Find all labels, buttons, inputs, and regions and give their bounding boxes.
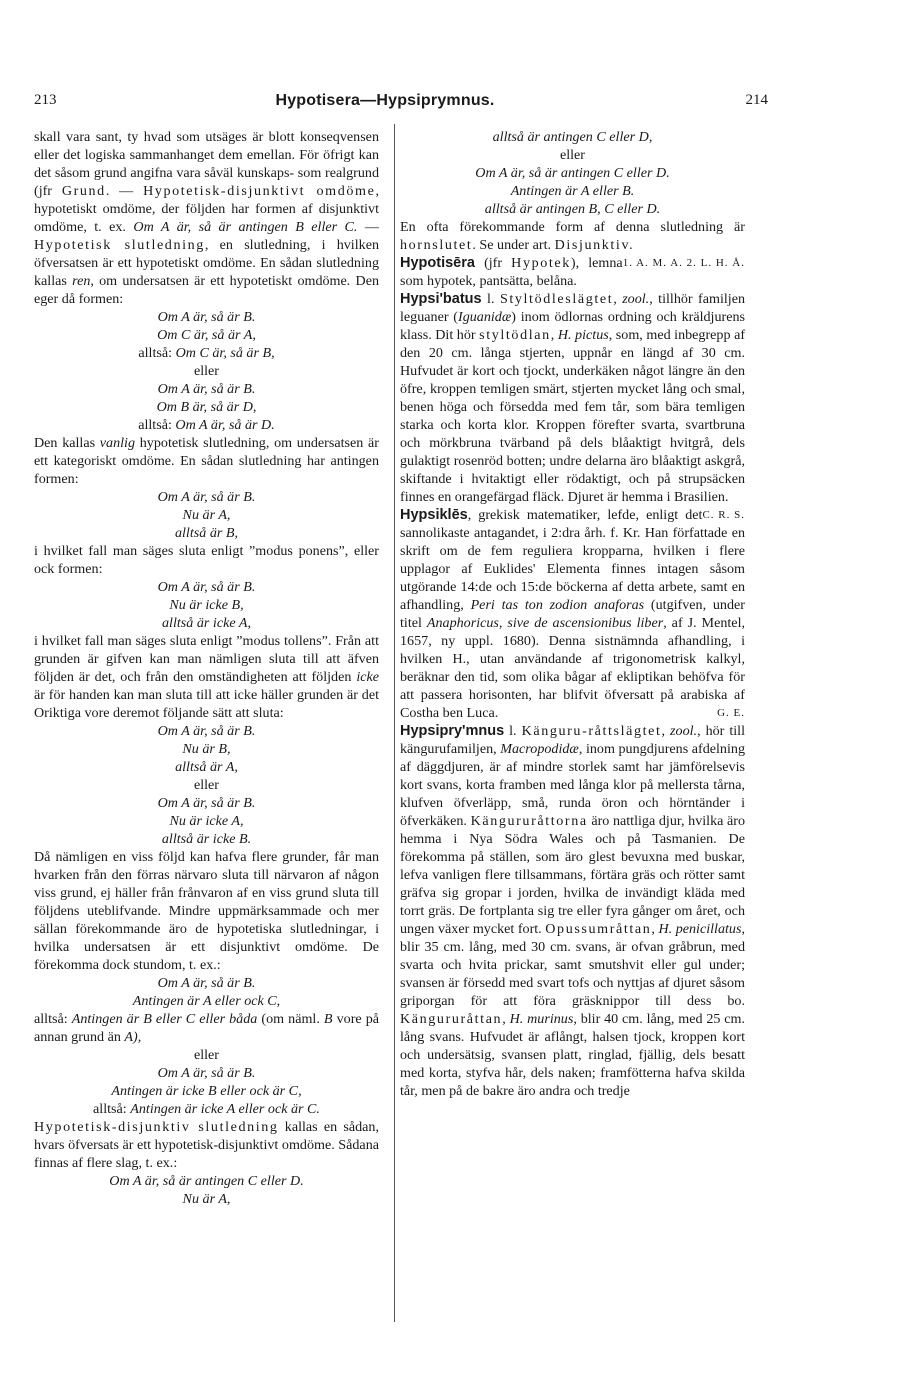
formula-line: Om A är, så är B.	[157, 309, 256, 325]
formula-line: Om A är, så är B.	[157, 1065, 256, 1081]
formula-line: Om A är, så är antingen C eller D.	[109, 1173, 304, 1189]
paragraph: Hypotetisk-disjunktiv slutledning kallas en sådan, hvars öfversats är ett hypotetisk-disjunktivt omdöme. Sådana finnas af flere slag, t. ex.:	[34, 1119, 380, 1171]
formula-line: Om A är, så är antingen C eller D.	[475, 165, 670, 181]
formula-line: alltså: Antingen är icke A eller ock är C.	[93, 1101, 320, 1117]
formula-line: alltså är icke A,	[162, 615, 251, 631]
formula-line: Nu är icke B,	[169, 597, 244, 613]
paragraph: Då nämligen en viss följd kan hafva flere grunder, får man hvarken från den förras närvaro sluta till närvaron af någon viss grund, ej häller från frånvaron af en viss grund sluta till följdens uteblifvande. Mindre uppmärksammade och mer sällan förekommande äro de hypotetiska slutledningar, i hvilka undersatsen är ett disjunktivt omdöme. De förekomma dock stundom, t. ex.:	[34, 849, 379, 973]
paragraph: En ofta förekommande form af denna slutledning är hornslutet. Se under art. Disjunktiv. 1. A. M. A. 2. L. H. Å.	[400, 218, 745, 254]
page-number-left: 213	[34, 92, 57, 108]
left-column	[34, 128, 379, 1208]
formula-separator: eller	[193, 777, 220, 793]
entry-hypsiprymnus: Hypsipry'mnus l. Känguru-råttslägtet, zool., hör till kängurufamiljen, Macropodidæ, inom pungdjurens afdelning af däggdjuren, är af mindre storlek samt har jämförelsevis kort svans, korta framben med långa klor på mellersta tårna, klufven öfverläpp, små, runda öron och hörntänder i öfverkäken. Kängururåttorna äro nattliga djur, hvilka äro hemma i Nya Södra Wales och på Tasmanien. De förekomma på ställen, som äro glest bevuxna med buskar, lefva vanligen flere tillsammans, förtära gräs och rötter samt gräfva sig gropar i jorden, hvilka de invändigt kläda med torrt gräs. De fortplanta sig tre eller fyra gånger om året, och ungen växer mycket fort. Opussumråttan, H. penicillatus, blir 35 cm. lång, med 30 cm. svans, är ofvan gråbrun, med svarta och hvita prickar, samt smutshvit eller gul under; svansen är försedd med svart tofs och nyttjas af djuret såsom griporgan för att föra gräsknippor till dess bo. Kängururåttan, H. murinus, blir 40 cm. lång, med 25 cm. lång svans. Hufvudet är aflångt, halsen tjock, kroppen kort och undersätsig, svansen platt, ringlad, fjällig, dels besatt med korta, styfva hår, dels naken; framfötterna hafva skilda tår, men på de bakre äro andra och tredje	[400, 723, 746, 1099]
formula-line: Nu är A,	[182, 1191, 231, 1207]
formula-line: alltså är icke B.	[161, 831, 252, 847]
formula-line: Om A är, så är B.	[157, 723, 256, 739]
formula-separator: eller	[193, 1047, 220, 1063]
entry-hypotisera: Hypotisēra (jfr Hypotek), lemna som hypotek, pantsätta, belåna.	[400, 255, 623, 289]
formula-separator: eller	[559, 147, 586, 163]
formula-line: alltså är A,	[175, 759, 238, 775]
formula-line: Antingen är A eller B.	[510, 183, 635, 199]
paragraph: skall vara sant, ty hvad som utsäges är blott konseqvensen eller det logiska sammanhanget dem emellan. För öfrigt kan det såsom grund angifna vara såväl kunskaps- som realgrund (jfr Grund. — Hypotetisk-disjunktivt omdöme, hypotetiskt omdöme, der följden har formen af disjunktivt omdöme, t. ex. Om A är, så är antingen B eller C. — Hypotetisk slutledning, en slutledning, i hvilken öfversatsen är ett hypotetiskt omdöme. En sådan slutledning kallas ren, om undersatsen är ett hypotetiskt omdöme. Den eger då formen:	[34, 129, 379, 307]
right-column	[400, 128, 745, 1100]
author-signature: G. E.	[717, 707, 745, 719]
formula-line: Om B är, så är D,	[156, 399, 257, 415]
author-signature: C. R. S.	[702, 509, 745, 521]
formula-line: Om A är, så är B.	[157, 975, 256, 991]
formula-line: alltså: Om A är, så är D.	[138, 417, 275, 433]
page-number-right: 214	[745, 92, 768, 108]
column-divider	[394, 124, 395, 1322]
formula-line: Om C är, så är A,	[157, 327, 256, 343]
paragraph: i hvilket fall man säges sluta enligt ”modus ponens”, eller ock formen:	[34, 543, 379, 577]
formula-line: alltså är B,	[174, 525, 239, 541]
headword: Hypsipry'mnus	[400, 723, 505, 739]
formula-line: Nu är icke A,	[169, 813, 244, 829]
formula-line: Om A är, så är B.	[157, 381, 256, 397]
headword: Hypsiklēs	[400, 507, 468, 523]
headword: Hypotisēra	[400, 255, 475, 271]
formula-line: Antingen är A eller ock C,	[132, 993, 281, 1009]
paragraph: i hvilket fall man säges sluta enligt ”modus tollens”. Från att grunden är gifven kan man nämligen sluta till att äfven följden är det, och från den omständigheten att följden icke är för handen kan man sluta till att icke häller grunden är det Oriktiga vore deremot följande sätt att sluta:	[34, 633, 380, 721]
formula-separator: eller	[193, 363, 220, 379]
formula-line: Om A är, så är B.	[157, 795, 256, 811]
formula-line: alltså är antingen C eller D,	[492, 129, 653, 145]
formula-line: Nu är A,	[182, 507, 231, 523]
formula-line: alltså: Antingen är B eller C eller båda (om näml. B vore på annan grund än A),	[34, 1011, 379, 1045]
formula-line: Om A är, så är B.	[157, 489, 256, 505]
formula-line: Nu är B,	[182, 741, 231, 757]
paragraph: Den kallas vanlig hypotetisk slutledning, om undersatsen är ett kategoriskt omdöme. En sådan slutledning har antingen formen:	[34, 435, 379, 487]
author-signature: 1. A. M. A. 2. L. H. Å.	[622, 257, 745, 269]
formula-line: Antingen är icke B eller ock är C,	[111, 1083, 302, 1099]
formula-line: Om A är, så är B.	[157, 579, 256, 595]
formula-line: alltså: Om C är, så är B,	[138, 345, 275, 361]
headword: Hypsi'batus	[400, 291, 482, 307]
entry-hypsibatus: Hypsi'batus l. Styltödleslägtet, zool., tillhör familjen leguaner (Iguanidæ) inom ödlornas ordning och kräldjurens klass. Dit hör styltödlan, H. pictus, som, med inbegrepp af den 20 cm. långa stjerten, uppnår en längd af 30 cm. Hufvudet är kort och tjockt, underkäken något längre än den öfre, kroppen temligen smärt, stjerten mycket lång och smal, benen höga och försedda med fem tår, som bära temligen starka och korta klor. Kroppen förefter svarta, svartbruna och mörkbruna tvärband på dels blåaktigt hvitgrå, dels gulaktigt rosenröd botten; undre delarna äro blåaktigt askgrå, skiftande i hvitaktigt eller rödaktigt, och på strupsäcken finnes en orangefärgad fläck. Djuret är hemma i Brasilien. C. R. S.	[400, 290, 745, 506]
entry-hypsikles: Hypsiklēs, grekisk matematiker, lefde, enligt det sannolikaste antagandet, i 2:dra årh. f. Kr. Han författade en skrift om de fem reguliera kropparna, hvilken i flere upplagor af Euklides' Elementa finnes intagen såsom utgörande 14:de och 15:de böckerna af detta arbete, samt en afhandling, Peri tas ton zodion anaforas (utgifven, under titel Anaphoricus, sive de ascensionibus liber, af J. Mentel, 1657, ny uppl. 1680). Denna sistnämnda afhandling, i hvilken H., utan användande af trigonometrisk kalkyl, beräknar den tid, som olika bågar af ekliptikan behöfva för att passera horisonten, har blifvit öfversatt på arabiska af Costha ben Luca. G. E.	[400, 507, 746, 721]
formula-line: alltså är antingen B, C eller D.	[484, 201, 661, 217]
running-title: Hypotisera—Hypsiprymnus.	[275, 92, 495, 109]
